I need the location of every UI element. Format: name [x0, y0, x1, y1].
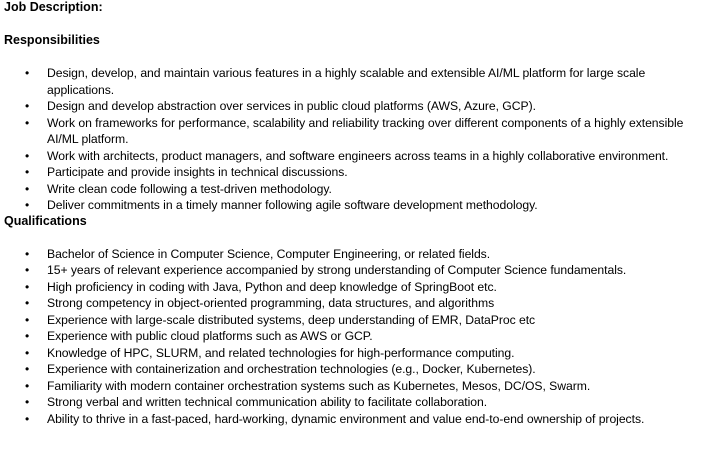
qualification-item-text: Bachelor of Science in Computer Science, Computer Engineering, or related fields. — [47, 246, 491, 261]
bullet-icon: • — [25, 66, 30, 80]
qualification-item — [4, 279, 721, 296]
qualification-item-text: Familiarity with modern container orchestration systems such as Kubernetes, Mesos, DC/OS, Swarm. — [47, 378, 591, 393]
bullet-icon: • — [25, 411, 30, 426]
responsibility-item-text: Work with architects, product managers, and software engineers across teams in a highly collaborative environment. — [47, 148, 669, 163]
qualification-item — [4, 246, 721, 263]
qualification-item-text: Strong competency in object-oriented programming, data structures, and algorithms — [47, 296, 495, 310]
bullet-icon: • — [25, 312, 30, 327]
bullet-icon: • — [25, 115, 30, 130]
bullet-icon: • — [25, 362, 30, 376]
qualification-item — [4, 295, 721, 312]
responsibility-item — [4, 181, 721, 198]
qualification-item — [4, 328, 721, 345]
qualification-item-text: 15+ years of relevant experience accompanied by strong understanding of Computer Science fundamentals. — [47, 263, 627, 277]
responsibility-item — [4, 98, 721, 115]
qualification-item-text: Experience with public cloud platforms such as AWS or GCP. — [47, 329, 373, 343]
responsibility-item-text: Deliver commitments in a timely manner following agile software development methodology. — [47, 198, 538, 212]
bullet-icon: • — [25, 345, 30, 360]
bullet-icon: • — [25, 165, 30, 179]
responsibility-item — [4, 115, 721, 148]
bullet-icon: • — [25, 148, 30, 163]
responsibilities-heading: Responsibilities — [4, 33, 100, 47]
qualification-item — [4, 345, 721, 362]
bullet-icon: • — [25, 181, 30, 196]
qualification-item — [4, 361, 721, 378]
bullet-icon: • — [25, 198, 30, 212]
bullet-icon: • — [25, 99, 30, 113]
bullet-icon: • — [25, 329, 30, 343]
qualification-item — [4, 378, 721, 395]
responsibility-item — [4, 164, 721, 181]
responsibility-item — [4, 148, 721, 165]
bullet-icon: • — [25, 395, 30, 409]
responsibility-item-text: Design, develop, and maintain various features in a highly scalable and extensible AI/ML platform for large scale applications. — [47, 66, 646, 97]
qualification-item — [4, 411, 721, 428]
bullet-icon: • — [25, 246, 30, 261]
responsibility-item-text: Write clean code following a test-driven methodology. — [47, 181, 332, 196]
responsibility-item-text: Participate and provide insights in technical discussions. — [47, 165, 348, 179]
qualification-item-text: Experience with containerization and orchestration technologies (e.g., Docker, Kubernetes). — [47, 362, 536, 376]
responsibilities-list — [4, 65, 721, 214]
bullet-icon: • — [25, 296, 30, 310]
qualification-item-text: Ability to thrive in a fast-paced, hard-working, dynamic environment and value end-to-end ownership of projects. — [47, 411, 645, 426]
responsibility-item-text: Design and develop abstraction over services in public cloud platforms (AWS, Azure, GCP). — [47, 99, 536, 113]
qualification-item-text: Strong verbal and written technical communication ability to facilitate collaboration. — [47, 395, 488, 409]
bullet-icon: • — [25, 279, 30, 294]
bullet-icon: • — [25, 263, 30, 277]
qualification-item-text: Experience with large-scale distributed systems, deep understanding of EMR, DataProc etc — [47, 312, 536, 327]
qualification-item — [4, 394, 721, 411]
responsibility-item-text: Work on frameworks for performance, scalability and reliability tracking over different components of a highly extensible AI/ML platform. — [47, 115, 684, 146]
qualifications-list — [4, 246, 721, 428]
responsibility-item — [4, 65, 721, 98]
qualification-item-text: High proficiency in coding with Java, Python and deep knowledge of SpringBoot etc. — [47, 279, 497, 294]
responsibility-item — [4, 197, 721, 214]
qualification-item — [4, 312, 721, 329]
qualifications-heading: Qualifications — [4, 213, 87, 228]
bullet-icon: • — [25, 378, 30, 393]
qualification-item — [4, 262, 721, 279]
qualification-item-text: Knowledge of HPC, SLURM, and related technologies for high-performance computing. — [47, 345, 515, 360]
job-description-label: Job Description: — [4, 0, 103, 14]
